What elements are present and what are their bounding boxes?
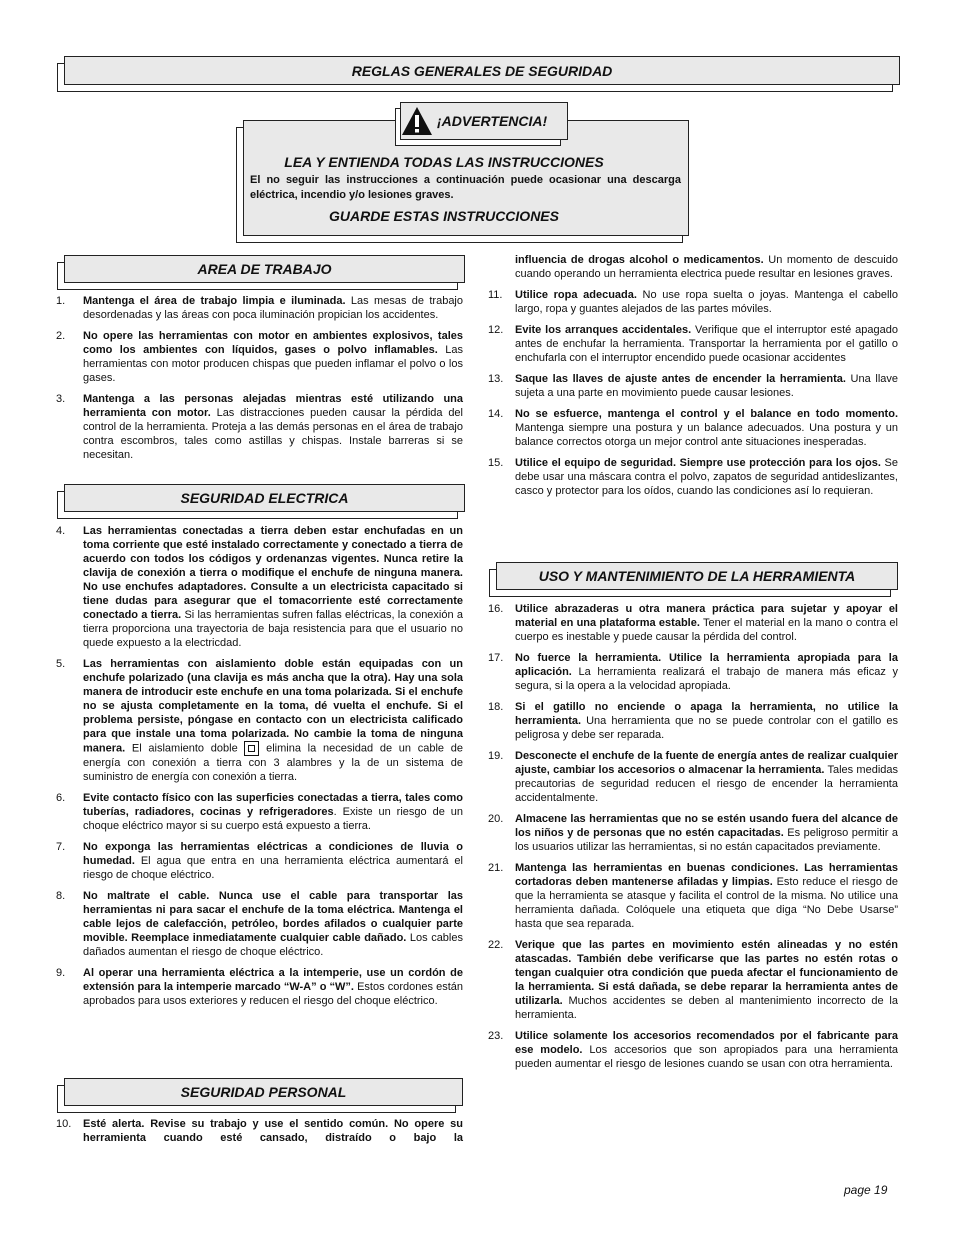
list-item: 13. Saque las llaves de ajuste antes de encender la herramienta. Una llave sujeta a una parte en movimiento puede causar lesiones. (488, 373, 898, 399)
page-number: page 19 (844, 1183, 888, 1197)
list-item: 19. Desconecte el enchufe de la fuente de energía antes de realizar cualquier ajuste, cambiar los accesorios o almacenar la herramienta. Tales medidas precautorias de seguridad reducen el riesgo de encender la herramienta accidentalmente. (488, 750, 898, 804)
warning-footer: GUARDE ESTAS INSTRUCCIONES (329, 208, 559, 224)
list-item: 17. No fuerce la herramienta. Utilice la herramienta apropiada para la aplicación. La herramienta realizará el trabajo de manera más eficaz y segura, si la opera a la velocidad apropiada. (488, 652, 898, 692)
list-item: 20. Almacene las herramientas que no se estén usando fuera del alcance de los niños y de personas que no estén capacitadas. Es peligroso permitir a los usuarios utilizar las herramientas, si no están capacitados previamente. (488, 813, 898, 853)
section-header-electrica (57, 484, 465, 519)
warning-body: El no seguir las instrucciones a continuación puede ocasionar una descarga eléctrica, incendio y/o lesiones graves. (250, 174, 681, 201)
warning-tab (400, 102, 568, 140)
warning-heading: LEA Y ENTIENDA TODAS LAS INSTRUCCIONES (284, 154, 604, 170)
list-item: 1. Mantenga el área de trabajo limpia e iluminada. Las mesas de trabajo desordenadas y las áreas con poca iluminación propician los accidentes. (56, 295, 463, 321)
list-item: 18. Si el gatillo no enciende o apaga la herramienta, no utilice la herramienta. Una herramienta que no se puede controlar con el gatillo es peligrosa y debe ser reparada. (488, 701, 898, 741)
list-item: 14. No se esfuerce, mantenga el control y el balance en todo momento. Mantenga siempre una postura y un balance adecuados. Una postura y un balance correctos otorga un mejor control ante situaciones inesperadas. (488, 408, 898, 448)
personal-list (56, 1117, 463, 1152)
right-list-top (488, 253, 898, 505)
page-title: REGLAS GENERALES DE SEGURIDAD (64, 56, 900, 85)
list-item: 4. Las herramientas conectadas a tierra deben estar enchufadas en un toma corriente que esté instalado correctamente y conectado a tierra de acuerdo con todos los códigos y ordenanzas vigentes. Nunca retire la clavija de conexión a tierra o modifique el enchufe de ninguna manera. No use enchufes adaptadores. Consulte a un electricista capacitado si tiene dudas para asegurar que el tomacorriente esté correctamente conectado a tierra. Si las herramientas sufren fallas eléctricas, la conexión a tierra proporciona una trayectoria de baja resistencia para que el usuario no quede expuesto a la electricdad. (56, 525, 463, 649)
list-item: 15. Utilice el equipo de seguridad. Siempre use protección para los ojos. Se debe usar una máscara contra el polvo, zapatos de seguridad antideslizantes, casco y protector para los oídos, cuando las condiciones así lo requieran. (488, 457, 898, 497)
list-item: 8. No maltrate el cable. Nunca use el cable para transportar las herramientas ni para sacar el enchufe de la toma eléctrica. Mantenga el cable lejos de calefacción, petróleo, bordes afilados o cualquier parte movible. Reemplace inmediatamente cualquier cable dañado. Los cables dañados aumentan el riesgo de choque eléctrico. (56, 890, 463, 958)
list-item: 5. Las herramientas con aislamiento doble están equipadas con un enchufe polarizado (una clavija es más ancha que la otra). Hay una sola manera de introducir este enchufe en una toma polarizada. Si el enchufe no se ajusta completamente en la toma, dé vuelta el enchufe. Si el problema persiste, póngase en contacto con un electricista calificado para que instale una toma polarizada. No cambie la toma de ninguna manera. El aislamiento doble elimina la necesidad de un cable de energía con conexión a tierra con 3 alambres y la de un sistema de suministro de energía con conexión a tierra. (56, 658, 463, 783)
uso-list (488, 602, 898, 1078)
section-header-area (57, 255, 465, 290)
section-title-personal: SEGURIDAD PERSONAL (64, 1078, 463, 1106)
list-item: 2. No opere las herramientas con motor en ambientes explosivos, tales como los ambientes con líquidos, gases o polvo inflamables. Las herramientas con motor producen chispas que pueden inflamar el polvo o los gases. (56, 330, 463, 384)
list-item: 23. Utilice solamente los accesorios recomendados por el fabricante para ese modelo. Los accesorios que son apropiados para una herramienta pueden aumentar el riesgo de lesiones cuando se usan con otra herramienta. (488, 1030, 898, 1070)
electrica-list (56, 524, 463, 1015)
section-title-area: AREA DE TRABAJO (64, 255, 465, 283)
list-item: 3. Mantenga a las personas alejadas mientras esté utilizando una herramienta con motor. Las distracciones pueden causar la pérdida del control de la herramienta. Proteja a las demás personas en el área de trabajo contra escombros, tales como astillas y chispas. Instale barreras si se necesitan. (56, 393, 463, 461)
warning-triangle-icon (401, 106, 433, 136)
list-item: 22. Verique que las partes en movimiento estén alineadas y no estén atascadas. También debe verificarse que las partes no estén rotas o tengan cualquier otra condición que pueda afectar el funcionamiento de la herramienta. Si está dañada, se debe reparar la herramienta antes de utilizarla. Muchos accidentes se deben al mantenimiento incorrecto de la herramienta. (488, 939, 898, 1021)
area-list (56, 294, 463, 469)
section-header-uso (489, 562, 898, 597)
double-insulation-icon (244, 741, 259, 756)
list-item: 9. Al operar una herramienta eléctrica a la intemperie, use un cordón de extensión para la intemperie marcado “W-A” o “W”. Estos cordones están aprobados para usos exteriores y reducen el riesgo del choque eléctrico. (56, 967, 464, 1007)
page-header (57, 56, 900, 92)
list-item: influencia de drogas alcohol o medicamentos. Un momento de descuido cuando operando un herramienta electrica puede resultar en lesiones graves. (515, 254, 898, 280)
list-item: 12. Evite los arranques accidentales. Verifique que el interruptor esté apagado antes de enchufar la herramienta. Transportar la herramienta por el gatillo o enchufarla con el interruptor encendido puede ocasionar accidentes (488, 324, 898, 364)
list-item: 6. Evite contacto físico con las superficies conectadas a tierra, tales como tuberías, radiadores, cocinas y refrigeradores. Existe un riesgo de un choque eléctrico mayor si su cuerpo está expuesto a tierra. (56, 792, 464, 832)
section-header-personal (57, 1078, 463, 1113)
list-item: 21. Mantenga las herramientas en buenas condiciones. Las herramientas cortadoras deben mantenerse afiladas y limpias. Esto reduce el riesgo de que la herramienta se atasque y facilita el control de la misma. No utilice una herramienta dañada. Colóquele una etiqueta que diga “No Debe Usarse” hasta que sea reparada. (488, 862, 899, 930)
list-item: 11. Utilice ropa adecuada. No use ropa suelta o joyas. Mantenga el cabello largo, ropa y guantes alejados de las partes móviles. (488, 289, 898, 315)
list-item: 10. Esté alerta. Revise su trabajo y use el sentido común. No opere su herramienta cuando esté cansado, distraído o bajo la (56, 1118, 463, 1144)
section-title-electrica: SEGURIDAD ELECTRICA (64, 484, 465, 512)
list-item: 7. No exponga las herramientas eléctricas a condiciones de lluvia o humedad. El agua que entra en una herramienta eléctrica aumentará el riesgo de choque eléctrico. (56, 841, 463, 881)
section-title-uso: USO Y MANTENIMIENTO DE LA HERRAMIENTA (496, 562, 898, 590)
warning-tab-label: ¡ADVERTENCIA! (437, 113, 548, 129)
list-item: 16. Utilice abrazaderas u otra manera práctica para sujetar y apoyar el material en una plataforma estable. Tener el material en la mano o contra el cuerpo es inestable y puede causar la pérdida del control. (488, 603, 898, 643)
